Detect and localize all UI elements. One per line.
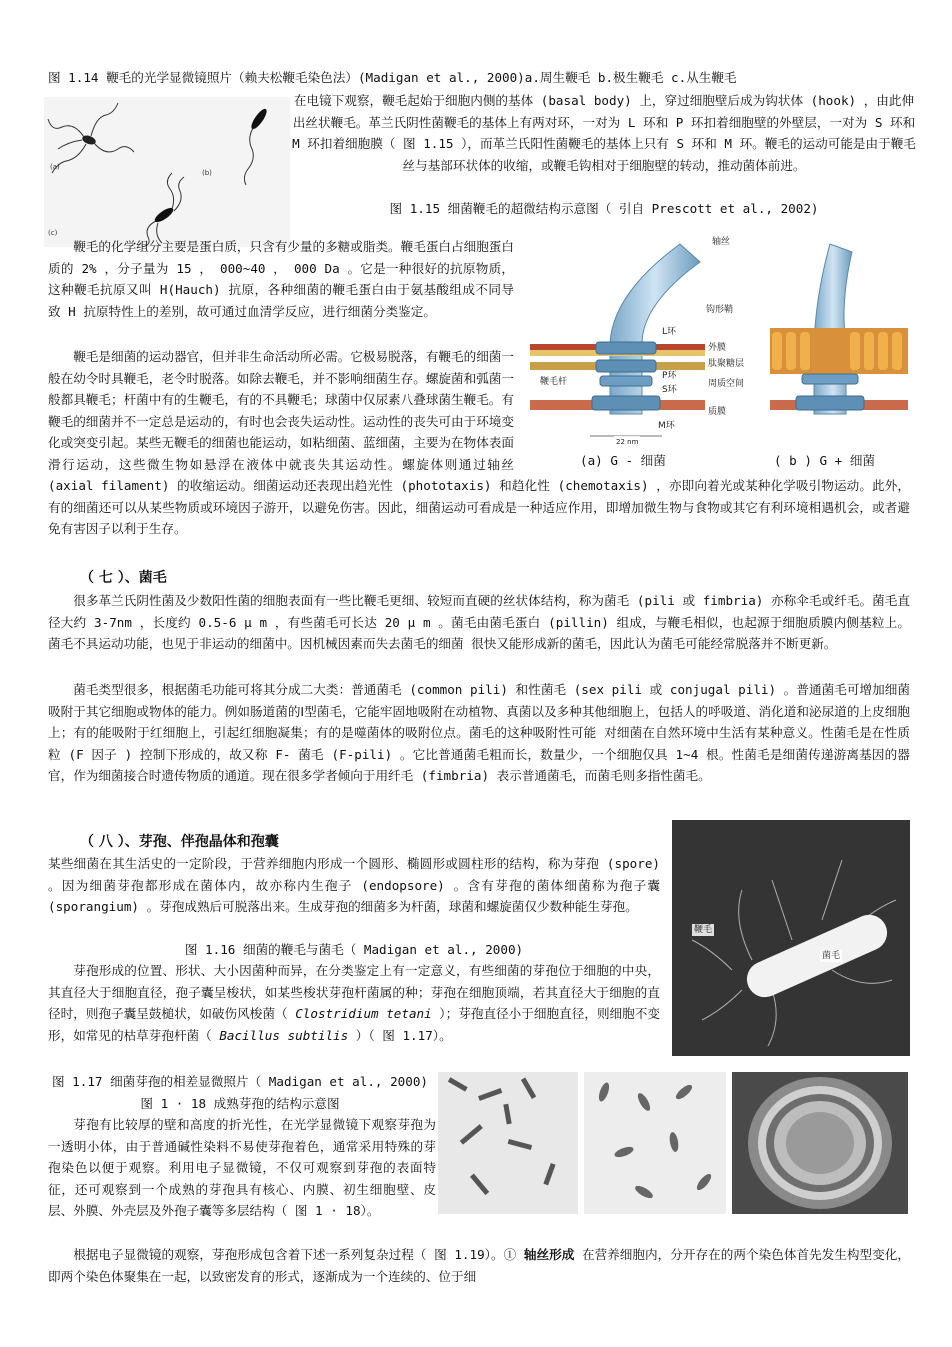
section-8-heading: （ 八 ）、芽孢、伴孢晶体和孢囊 — [80, 834, 279, 850]
label-scale: 22 nm — [616, 438, 639, 446]
motility-paragraph: 鞭毛是细菌的运动器官，但并非生命活动所必需。它极易脱落，有鞭毛的细菌一般在幼令时具鞭毛，老令时脱落。如除去鞭毛，并不影响细菌生存。螺旋菌和弧菌一般都具鞭毛；杆菌中有的生鞭毛，有的不具鞭毛；球菌中仅尿素八叠球菌生鞭毛。有鞭毛的细菌并不一定总是运动的，有时也会丧失运动性。运动性的丧失可由于环境变化或突变引起。某些无鞭毛的细菌也能运动，如粘细菌、蓝细菌，主要为在物体表面滑行运动，这些微生物如悬浮在液体中就丧失其运动性。螺旋体则通过轴丝 (axial filament) 的收缩运动。细菌运动还表现出趋光性 (phototaxis) 和趋化性 (chemotaxis) ，亦即向着光或某种化学吸引物运动。此外，有的细菌还可以从某些物质或环境因子游开，以避免伤害。因此，细菌运动可看成是一种适应作用，即增加微生物与食物或其它有利环境相遇机会，或者避免有害因子以利于生存。 — [48, 349, 910, 536]
fig-1-17-micrograph-2 — [584, 1072, 726, 1214]
spore-phase-contrast-1 — [438, 1072, 578, 1214]
flagellum-structure-paragraph: 在电镜下观察，鞭毛起始于细胞内侧的基体 (basal body) 上，穿过细胞壁后成为钩状体 (hook) ，由此伸出丝状鞭毛。革兰氏阴性菌鞭毛的基体上有两对环，一对为 L 环和 P 环扣着细胞壁的外壁层，一对为 S 环和 M 环扣着细胞膜（ 图 1.15 ），而革兰氏阳性菌鞭毛的基体上只有 S 环和 M 环。鞭毛的运动可能是由于鞭毛丝与基部环状体的收缩，或鞭毛钩相对于细胞壁的转动，推动菌体前进。 — [292, 93, 916, 173]
fig-1-15-subcaption-b: ( b ) G + 细菌 — [774, 453, 876, 468]
flagella-micrograph — [44, 97, 290, 247]
fig-1-14-micrographs — [44, 97, 290, 247]
svg-text:(b): (b) — [202, 169, 212, 177]
label-peptidoglycan: 肽聚糖层 — [708, 359, 745, 369]
label-plasma-membrane: 质膜 — [708, 407, 727, 417]
spore-paragraph-2-part-c: ）（ 图 1.17）。 — [348, 1027, 452, 1043]
fig-1-15-caption: 图 1.15 细菌鞭毛的超微结构示意图（ 引自 Prescott et al., 2002) — [389, 201, 819, 216]
figure-float-spacer — [514, 346, 910, 474]
species-clostridium-tetani: Clostridium tetani — [295, 1006, 432, 1021]
species-bacillus-subtilis: Bacillus subtilis — [219, 1027, 349, 1043]
label-hook: 钩形鞘 — [706, 305, 734, 315]
label-l-ring: L环 — [662, 327, 677, 337]
label-pilus: 菌毛 — [822, 951, 841, 961]
spore-paragraph-1: 某些细菌在其生活史的一定阶段，于营养细胞内形成一个圆形、椭圆形或圆柱形的结构，称为芽孢 (spore) 。因为细菌芽孢都形成在菌体内，故亦称内生孢子 (endopsore) 。含有芽孢的菌体细菌称为孢子囊 (sporangium) 。芽孢成熟后可脱落出来。生成芽孢的细菌多为杆菌，球菌和螺旋菌仅少数种能生芽孢。 — [48, 856, 660, 914]
spore-paragraph-2 — [48, 960, 660, 1046]
fig-1-16-micrograph — [672, 820, 910, 1056]
fig-1-14-caption: 图 1.14 鞭毛的光学显微镜照片（赖夫松鞭毛染色法）(Madigan et al., 2000)a.周生鞭毛 b.极生鞭毛 c.从生鞭毛 — [48, 70, 737, 85]
spore-paragraph-2-part-b: ）；芽孢直径小于细胞直径，则细胞不变形，如常见的枯草芽孢杆菌（ — [48, 1006, 660, 1043]
fig-1-18-micrograph — [732, 1072, 908, 1214]
fig-1-16-caption: 图 1.16 细菌的鞭毛与菌毛（ Madigan et al., 2000) — [184, 942, 524, 957]
spore-formation-part-a: 根据电子显微镜的观察，芽孢形成包含着下述一系列复杂过程（ 图 1.19）。① — [73, 1247, 524, 1262]
label-s-ring: S环 — [662, 385, 677, 395]
svg-text:(c): (c) — [48, 229, 58, 237]
section-7-heading: （ 七 ）、菌毛 — [80, 570, 167, 586]
flagellin-chemistry-paragraph: 鞭毛的化学组分主要是蛋白质，只含有少量的多糖或脂类。鞭毛蛋白占细胞蛋白质的 2% ，分子量为 15 ， 000~40 ， 000 Da 。它是一种很好的抗原物质，这种鞭毛抗原又叫 H(Hauch) 抗原，各种细菌的鞭毛蛋白由于氨基酸组成不同导致 H 抗原特性上的差别，故可通过血清学反应，进行细菌分类鉴定。 — [48, 239, 514, 319]
fig-1-17-micrograph-1 — [438, 1072, 578, 1214]
label-m-ring: M环 — [658, 421, 675, 431]
spore-paragraph-3: 芽孢有比较厚的壁和高度的折光性，在光学显微镜下观察芽孢为一透明小体，由于普通碱性染料不易使芽孢着色，通常采用特殊的芽孢染色以便于观察。利用电子显微镜，不仅可观察到芽孢的表面特征，还可观察到一个成熟的芽孢具有核心、内膜、初生细胞壁、皮层、外膜、外壳层及外孢子囊等多层结构（ 图 1 · 18）。 — [48, 1117, 436, 1218]
label-p-ring: P环 — [662, 371, 677, 381]
label-outer-membrane: 外膜 — [708, 343, 727, 353]
fig-1-17-1-18-caption: 图 1.17 细菌芽孢的相差显微照片（ Madigan et al., 2000) 图 1 · 18 成熟芽孢的结构示意图 — [51, 1074, 429, 1111]
motility-paragraph-container — [48, 346, 910, 570]
label-flagellum: 鞭毛 — [694, 925, 713, 935]
label-filament: 轴丝 — [712, 237, 731, 247]
spore-paragraph-2-part-a: 芽孢形成的位置、形状、大小因菌种而异，在分类鉴定上有一定意义，有些细菌的芽孢位于细胞的中央，其直径大于细胞直径，孢子囊呈梭状，如某些梭状芽孢杆菌属的种；芽孢在细胞顶端，若其直径大于细胞的直径时，则孢子囊呈鼓槌状，如破伤风梭菌（ — [48, 963, 660, 1021]
spore-phase-contrast-2 — [584, 1072, 726, 1214]
label-rod: 鞭毛杆 — [540, 377, 568, 387]
mature-spore-structure — [732, 1072, 908, 1214]
spore-formation-part-b: 在营养细胞内，分开存在的两个染色体首先发生构型变化，即两个染色体聚集在一起，以致密发育的形式，逐渐成为一个连续的、位于细 — [48, 1247, 911, 1284]
fig-1-15-subcaption-a: (a) G - 细菌 — [580, 453, 666, 468]
pili-paragraph-1: 很多革兰氏阴性菌及少数阳性菌的细胞表面有一些比鞭毛更细、较短而直硬的丝状体结构，称为菌毛 (pili 或 fimbria) 亦称伞毛或纤毛。菌毛直径大约 3-7nm ，长度约 0.5-6 μ m ，有些菌毛可长达 20 μ m 。菌毛由菌毛蛋白 (pillin) 组成，与鞭毛相似，也起源于细胞质膜内侧基粒上。菌毛不具运动功能，也见于非运动的细菌中。因机械因素而失去菌毛的细菌 很快又能形成新的菌毛，因此认为菌毛可能经常脱落并不断更新。 — [48, 593, 910, 651]
axial-filament-term: 轴丝形成 — [523, 1247, 575, 1262]
label-periplasm: 周质空间 — [708, 379, 745, 389]
spore-formation-paragraph — [48, 1244, 910, 1287]
flagella-pili-electron-micrograph — [672, 820, 910, 1056]
pili-paragraph-2: 菌毛类型很多，根据菌毛功能可将其分成二大类：普通菌毛 (common pili) 和性菌毛 (sex pili 或 conjugal pili) 。普通菌毛可增加细菌吸附于其它细胞或物体的能力。例如肠道菌的Ⅰ型菌毛，它能牢固地吸附在动植物、真菌以及多种其他细胞上，包括人的呼吸道、消化道和泌尿道的上皮细胞上；有的能吸附于红细胞上，引起红细胞凝集；有的是噬菌体的吸附位点。菌毛的这种吸附性可能 对细菌在自然环境中生活有某种意义。性菌毛是在性质粒 (F 因子 ) 控制下形成的，故又称 F- 菌毛 (F-pili) 。它比普通菌毛粗而长，数量少，一个细胞仅具 1~4 根。性菌毛是细菌传递游离基因的器官，作为细菌接合时遗传物质的通道。现在很多学者倾向于用纤毛 (fimbria) 表示普通菌毛，而菌毛则多指性菌毛。 — [48, 682, 910, 783]
svg-text:(a): (a) — [50, 163, 60, 171]
